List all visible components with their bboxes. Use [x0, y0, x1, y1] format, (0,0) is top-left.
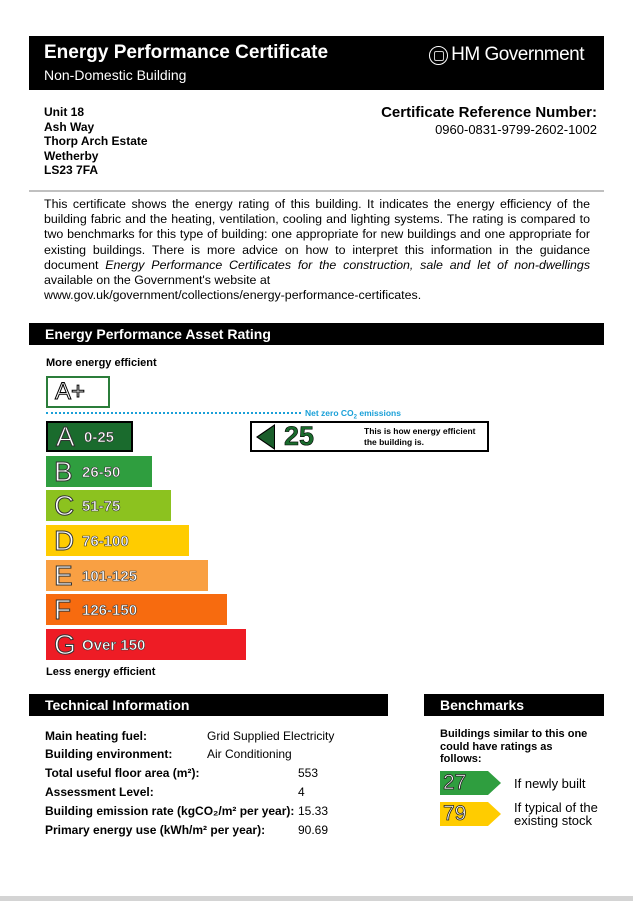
intro-paragraph: [44, 197, 590, 303]
band-letter: A: [56, 421, 75, 452]
band-letter: F: [54, 594, 72, 625]
net-zero-text: Net zero CO: [305, 408, 354, 418]
logo-text: HM Government: [451, 44, 584, 65]
tech-row-emission-rate: [0, 804, 400, 820]
band-range: 126-150: [82, 602, 138, 619]
address-line: LS23 7FA: [44, 163, 99, 177]
tech-row-primary-energy: [0, 823, 400, 839]
section-header-technical: Technical Information: [29, 694, 388, 716]
certificate-ref-number: 0960-0831-9799-2602-1002: [435, 122, 597, 137]
address-line: Unit 18: [44, 105, 85, 119]
tech-row-heating-fuel: [0, 729, 400, 745]
band-letter: G: [54, 629, 76, 660]
more-efficient-label: More energy efficient: [46, 357, 157, 369]
current-rating-description: [364, 426, 475, 448]
intro-text: This certificate shows the energy rating of this building. It indicates the energy efficiency of the building fabric and the heating, ventilation, cooling and lighting systems. The rating is compared to two benchmarks for this type of building: one appropriate for new buildings and one appropriate for existing buildings. There is more advice on how to interpret this information in the guidance document: [44, 197, 590, 272]
royal-crest-icon: [429, 46, 448, 65]
band-d: [46, 525, 189, 556]
tech-label: Building environment:: [45, 747, 173, 761]
band-a: [46, 421, 133, 452]
net-zero-dotted-line: [46, 412, 301, 414]
tech-row-environment: [0, 747, 400, 763]
tech-label: Assessment Level:: [45, 785, 154, 799]
certificate-header: [29, 36, 604, 90]
band-range: 76-100: [82, 533, 129, 550]
tech-row-floor-area: [0, 766, 400, 782]
hm-government-logo: [429, 44, 584, 66]
address-line: Ash Way: [44, 119, 95, 134]
benchmark-new-build-label: [514, 777, 586, 790]
tech-value: Grid Supplied Electricity: [207, 729, 335, 743]
band-e: [46, 560, 208, 591]
band-range: Over 150: [82, 637, 146, 654]
page-title: Energy Performance Certificate: [44, 42, 329, 63]
tech-value: 90.69: [298, 823, 329, 837]
section-header-asset-rating: Energy Performance Asset Rating: [29, 323, 604, 345]
divider: [29, 190, 604, 192]
band-g: [46, 629, 246, 660]
benchmark-label-line: If typical of the: [514, 800, 598, 815]
tech-value: 4: [298, 785, 305, 799]
desc-line: This is how energy efficient: [364, 426, 476, 436]
intro-text-2: available on the Government's website at: [44, 273, 271, 288]
tech-label: Total useful floor area (m²):: [45, 766, 200, 780]
address-line: Wetherby: [44, 148, 99, 163]
net-zero-suffix: emissions: [357, 408, 401, 418]
band-f: [46, 594, 227, 625]
benchmark-existing-stock-label: [514, 801, 598, 827]
band-a-plus: [46, 376, 110, 408]
page-bottom-edge: [0, 896, 633, 901]
benchmark-label-line: existing stock: [514, 813, 593, 828]
tech-label: Main heating fuel:: [45, 729, 147, 743]
benchmark-label-line: If newly built: [514, 776, 586, 791]
tech-value: 15.33: [298, 804, 329, 818]
band-a-plus-label: A+: [55, 378, 86, 405]
tech-value: 553: [298, 766, 319, 780]
property-address: [44, 105, 148, 178]
benchmark-existing-stock-tag: [440, 802, 488, 826]
band-range: 26-50: [82, 464, 121, 481]
tech-row-assessment-level: [0, 785, 400, 801]
band-letter: D: [54, 525, 75, 556]
section-header-benchmarks: Benchmarks: [424, 694, 604, 716]
band-letter: B: [54, 456, 73, 487]
band-letter: E: [54, 560, 73, 591]
current-rating-marker: [250, 421, 489, 452]
current-rating-score: 25: [284, 421, 315, 451]
benchmark-new-build-tag: [440, 771, 488, 795]
band-b: [46, 456, 152, 487]
desc-line: the building is.: [364, 437, 424, 447]
band-range: 101-125: [82, 568, 138, 585]
benchmark-value: 79: [443, 802, 467, 825]
band-range: 51-75: [82, 498, 121, 515]
tech-label: Primary energy use (kWh/m² per year):: [45, 823, 266, 837]
guidance-url[interactable]: www.gov.uk/government/collections/energy-performance-certificates.: [44, 288, 422, 303]
tech-label: Building emission rate (kgCO₂/m² per year):: [45, 804, 295, 818]
arrow-left-icon: [258, 426, 274, 448]
guidance-document-title: Energy Performance Certificates for the construction, sale and let of non-dwellings: [105, 257, 591, 272]
band-range: 0-25: [84, 429, 115, 446]
band-c: [46, 490, 171, 521]
net-zero-subscript: 2: [353, 414, 357, 421]
band-letter: C: [54, 490, 75, 521]
page-subtitle: Non-Domestic Building: [44, 67, 187, 83]
tech-value: Air Conditioning: [207, 747, 292, 761]
benchmark-value: 27: [443, 771, 467, 794]
benchmarks-intro: Buildings similar to this one could have ratings as follows:: [440, 728, 588, 765]
less-efficient-label: Less energy efficient: [46, 666, 156, 678]
net-zero-label: [305, 408, 401, 421]
certificate-ref-label: Certificate Reference Number:: [381, 104, 597, 121]
address-line: Thorp Arch Estate: [44, 134, 148, 148]
